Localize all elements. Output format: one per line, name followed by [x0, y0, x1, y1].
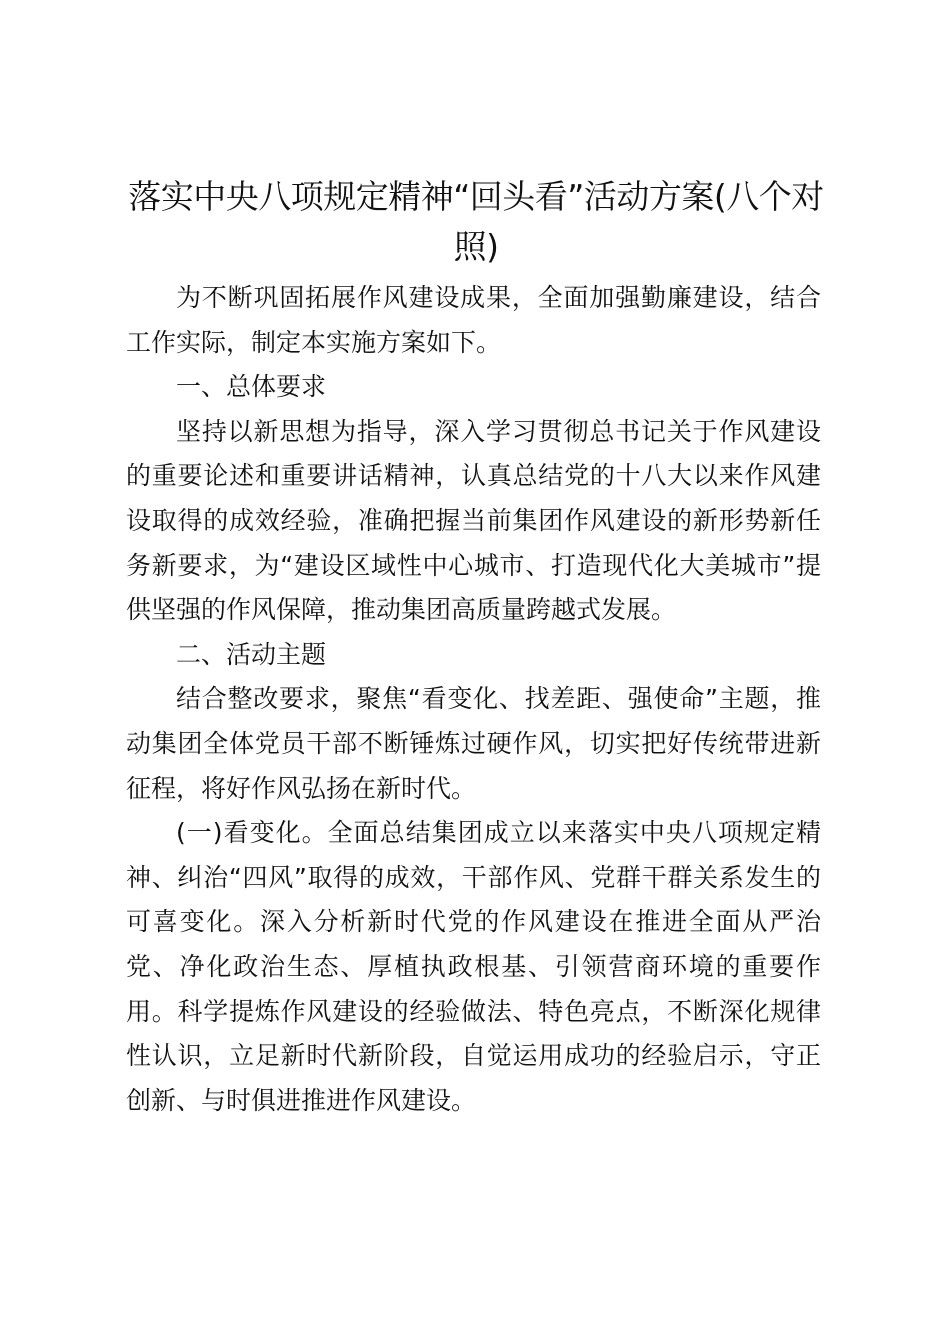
section-heading-activity-theme: 二、活动主题: [176, 639, 327, 669]
intro-paragraph: 为不断巩固拓展作风建设成果，全面加强勤廉建设，结合工作实际，制定本实施方案如下。: [126, 283, 821, 357]
see-changes-paragraph: (一)看变化。全面总结集团成立以来落实中央八项规定精神、纠治“四风”取得的成效，干部作风、党群干群关系发生的可喜变化。深入分析新时代党的作风建设在推进全面从严治党、净化政治生态、厚植执政根基、引领营商环境的重要作用。科学提炼作风建设的经验做法、特色亮点，不断深化规律性认识，立足新时代新阶段，自觉运用成功的经验启示，守正创新、与时俱进推进作风建设。: [126, 818, 821, 1115]
document-body: [126, 276, 821, 1123]
activity-theme-paragraph: 结合整改要求，聚焦“看变化、找差距、强使命”主题，推动集团全体党员干部不断锤炼过硬作风，切实把好传统带进新征程，将好作风弘扬在新时代。: [126, 684, 821, 803]
section-heading-general-requirements: 一、总体要求: [176, 372, 327, 402]
general-requirements-paragraph: 坚持以新思想为指导，深入学习贯彻总书记关于作风建设的重要论述和重要讲话精神，认真总结党的十八大以来作风建设取得的成效经验，准确把握当前集团作风建设的新形势新任务新要求，为“建设区域性中心城市、打造现代化大美城市”提供坚强的作风保障，推动集团高质量跨越式发展。: [126, 416, 821, 625]
document-title: 落实中央八项规定精神“回头看”活动方案(八个对照): [128, 177, 824, 266]
